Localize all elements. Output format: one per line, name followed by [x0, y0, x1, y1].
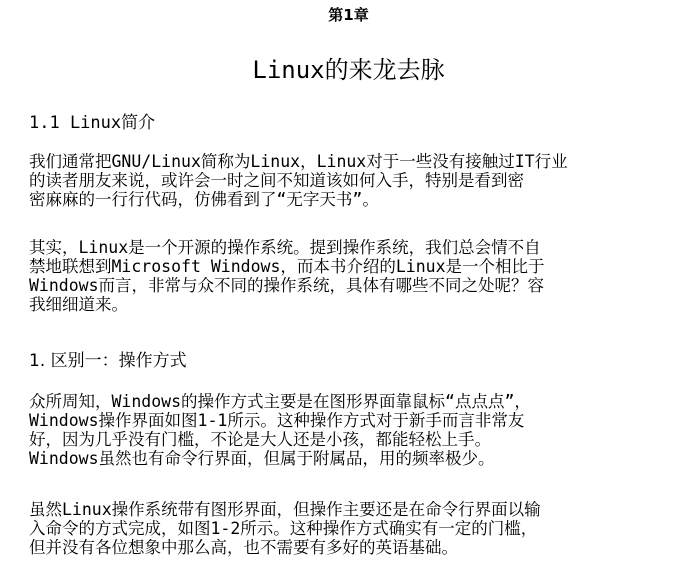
subheading-difference-one: 1. 区别一：操作方式 — [29, 351, 187, 371]
paragraph-line: Windows而言，非常与众不同的操作系统，具体有哪些不同之处呢？容 — [29, 276, 545, 295]
paragraph-open-source — [29, 238, 669, 314]
paragraph-intro — [29, 152, 669, 209]
paragraph-line: 入命令的方式完成，如图1-2所示。这种操作方式确实有一定的门槛， — [29, 519, 538, 538]
paragraph-line: 但并没有各位想象中那么高，也不需要有多好的英语基础。 — [29, 538, 458, 557]
paragraph-line: 虽然Linux操作系统带有图形界面，但操作主要还是在命令行界面以输 — [29, 500, 541, 519]
chapter-label: 第1章 — [328, 6, 369, 24]
paragraph-line: 众所周知，Windows的操作方式主要是在图形界面靠鼠标“点点点”， — [29, 392, 531, 411]
paragraph-linux-operation — [29, 500, 669, 557]
paragraph-line: 我们通常把GNU/Linux简称为Linux，Linux对于一些没有接触过IT行业 — [29, 152, 568, 171]
paragraph-windows-operation — [29, 392, 669, 468]
paragraph-line: Windows虽然也有命令行界面，但属于附属品，用的频率极少。 — [29, 449, 495, 468]
paragraph-line: 密麻麻的一行行代码，仿佛看到了“无字天书”。 — [29, 190, 379, 209]
paragraph-line: Windows操作界面如图1-1所示。这种操作方式对于新手而言非常友 — [29, 411, 525, 430]
chapter-title: Linux的来龙去脉 — [252, 56, 445, 84]
paragraph-line: 好，因为几乎没有门槛，不论是大人还是小孩，都能轻松上手。 — [29, 430, 491, 449]
paragraph-line: 我细细道来。 — [29, 295, 128, 314]
paragraph-line: 其实，Linux是一个开源的操作系统。提到操作系统，我们总会情不自 — [29, 238, 541, 257]
paragraph-line: 的读者朋友来说，或许会一时之间不知道该如何入手，特别是看到密 — [29, 171, 524, 190]
section-heading: 1.1 Linux简介 — [29, 113, 156, 133]
paragraph-line: 禁地联想到Microsoft Windows，而本书介绍的Linux是一个相比于 — [29, 257, 545, 276]
